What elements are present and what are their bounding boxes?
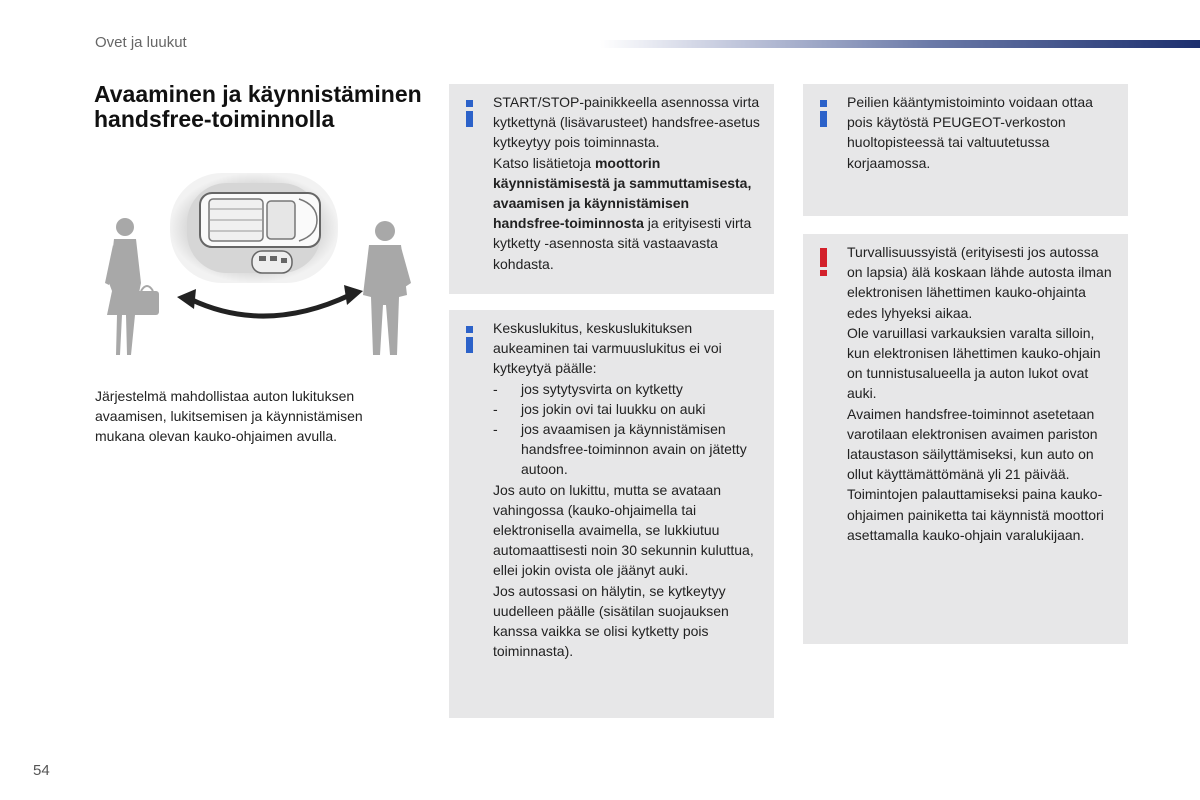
header-gradient-bar	[600, 40, 1200, 48]
list-item: - jos sytytysvirta on kytketty	[493, 379, 762, 399]
reference-link-part2: toiminnosta	[564, 215, 644, 232]
info-icon	[817, 98, 829, 127]
handsfree-illustration	[95, 165, 435, 365]
central-lock-intro: Keskuslukitus, keskuslukituksen aukeaminen tai varmuuslukitus ei voi kytkeytyä päälle:	[493, 320, 722, 377]
list-item: - jos avaamisen ja käynnistämisen handsfree-toiminnon avain on jätetty autoon.	[493, 419, 762, 480]
warning-icon	[817, 248, 829, 276]
page-number: 54	[33, 762, 50, 779]
woman-silhouette-icon	[105, 218, 159, 355]
safety-paragraph-1: Turvallisuussyistä (erityisesti jos autossa on lapsia) älä koskaan lähde autosta ilman elektronisen lähettimen kauko-ohjainta edes lyhyeksi aikaa.	[847, 244, 1112, 321]
safety-paragraph-2: Ole varuillasi varkauksien varalta silloin, kun elektronisen lähettimen kauko-ohjain on tunnistusalueella ja auton lukot ovat auki.	[847, 324, 1101, 402]
page-title: Avaaminen ja käynnistäminen handsfree-toiminnolla	[94, 81, 422, 132]
man-silhouette-icon	[363, 221, 411, 355]
startstop-reference	[493, 153, 762, 274]
auto-relock-paragraph: Jos auto on lukittu, mutta se avataan vahingossa (kauko-ohjaimella tai elektronisella avaimella, se lukkiutuu automaattisesti noin 30 sekunnin kuluttua, ellei jokin ovista ole jäänyt auki.	[493, 481, 754, 579]
startstop-paragraph: START/STOP-painikkeella asennossa virta kytkettynä (lisävarusteet) handsfree-asetus kytkeytyy pois toiminnasta.	[493, 94, 760, 151]
car-top-view-icon	[200, 193, 320, 247]
safety-paragraph-4: Toimintojen palauttamiseksi paina kauko-ohjaimen painiketta tai käynnistä moottori asettamalla kauko-ohjain varalukijaan.	[847, 486, 1104, 543]
info-icon	[463, 98, 475, 127]
section-header: Ovet ja luukut	[95, 34, 187, 51]
info-box-mirrors	[803, 84, 1128, 216]
reference-link-part1: moottorin käynnistämisestä ja sammuttamisesta, avaamisen ja käynnistämisen handsfree-	[493, 154, 752, 232]
central-lock-conditions	[493, 379, 762, 480]
safety-paragraph-3: Avaimen handsfree-toiminnot asetetaan varotilaan elektronisen avaimen pariston lataustason säilyttämiseksi, kun auto on ollut käyttämättömänä yli 21 päivää.	[847, 405, 1098, 483]
mirrors-paragraph: Peilien kääntymistoiminto voidaan ottaa pois käytöstä PEUGEOT-verkoston huoltopisteessä tai valtuutetussa korjaamossa.	[847, 94, 1093, 171]
warning-box-safety	[803, 234, 1128, 644]
alarm-paragraph: Jos autossasi on hälytin, se kytkeytyy uudelleen päälle (sisätilan suojauksen kanssa vaikka se olisi kytketty pois toiminnasta).	[493, 582, 729, 660]
range-arrow-icon	[177, 285, 363, 316]
info-box-central-lock	[449, 310, 774, 718]
reference-prefix: Katso lisätietoja	[493, 154, 595, 171]
key-fob-icon	[252, 251, 292, 273]
list-item: - jos jokin ovi tai luukku on auki	[493, 399, 762, 419]
reference-suffix: ja erityisesti virta kytketty -asennosta sitä vastaavasta kohdasta.	[493, 215, 752, 272]
info-icon	[463, 324, 475, 353]
info-box-startstop	[449, 84, 774, 294]
intro-paragraph: Järjestelmä mahdollistaa auton lukituksen avaamisen, lukitsemisen ja käynnistämisen mukana olevan kauko-ohjaimen avulla.	[95, 388, 363, 444]
